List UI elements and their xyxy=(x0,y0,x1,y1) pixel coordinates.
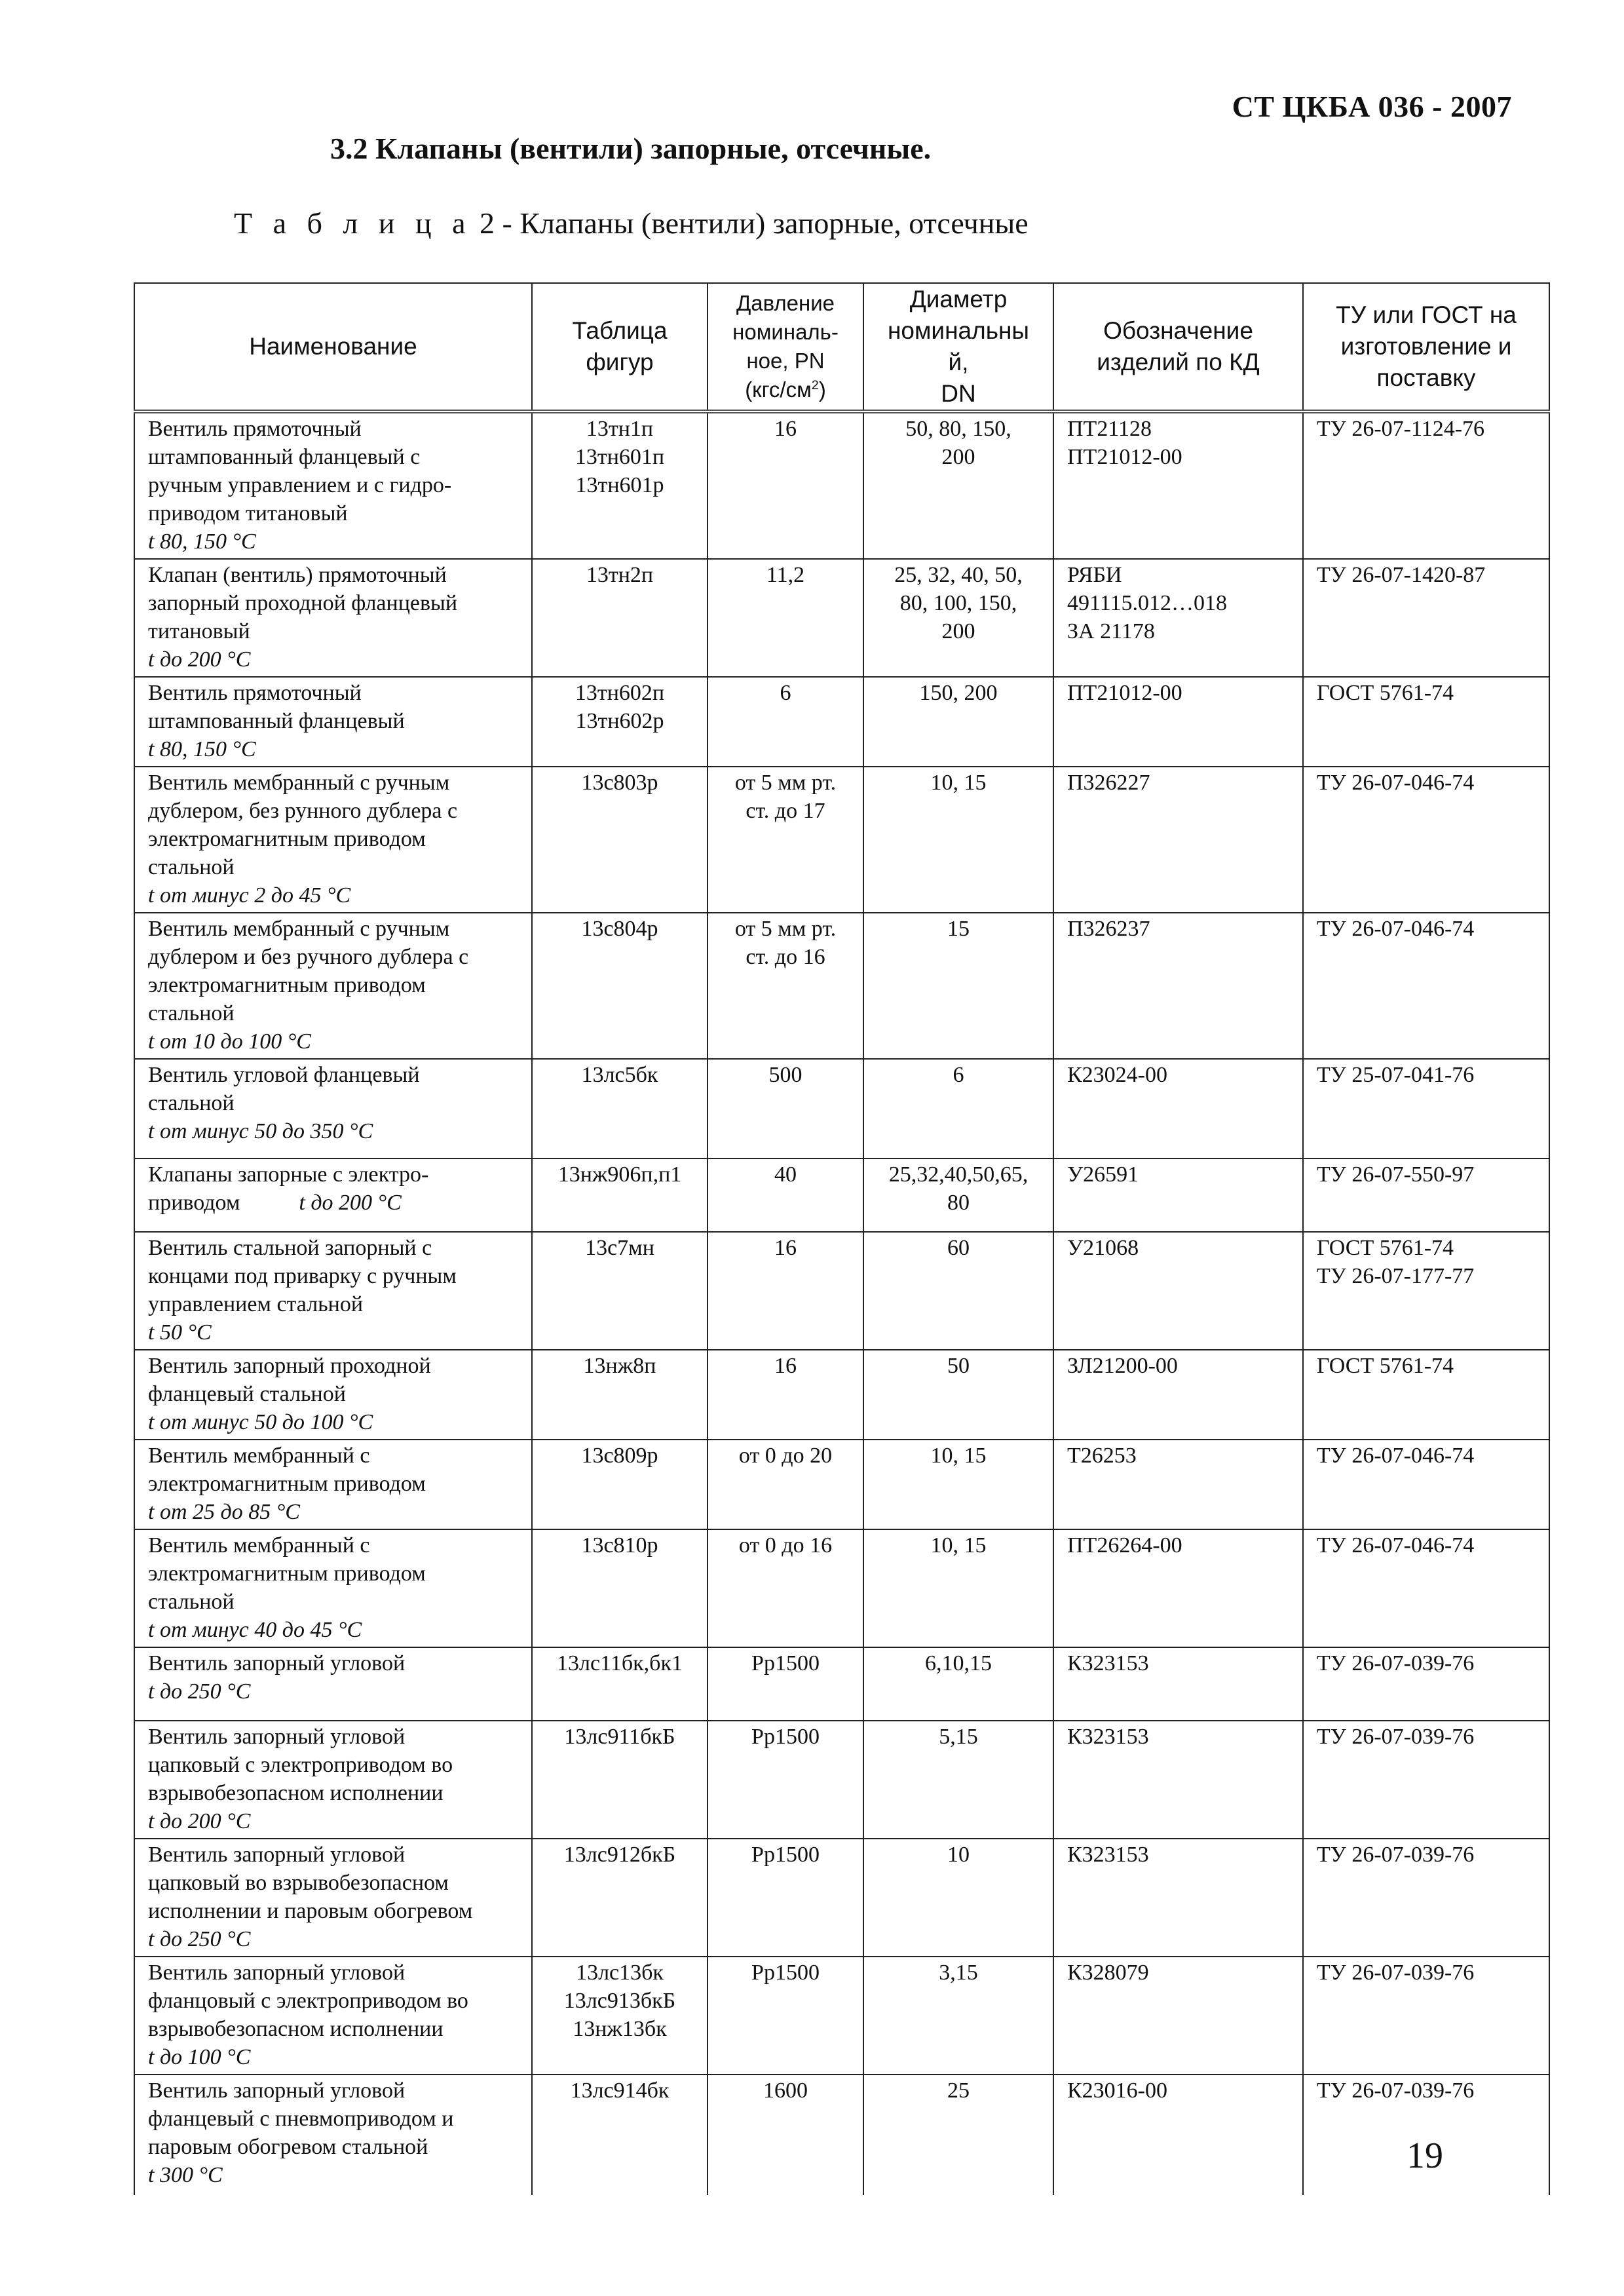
cell-figure-table xyxy=(532,2075,708,2195)
pressure-value: 16 xyxy=(774,1236,797,1260)
table-row xyxy=(134,1647,1549,1721)
temperature-range: t до 200 °С xyxy=(148,647,251,672)
pressure-value: Рр1500 xyxy=(751,1843,820,1867)
pressure-value: 500 xyxy=(768,1063,803,1087)
figure-code: 13тн602р xyxy=(575,709,664,733)
cell-standard xyxy=(1303,1440,1549,1529)
cell-figure-table xyxy=(532,1350,708,1440)
name-line: Вентиль угловой фланцевый xyxy=(148,1063,420,1087)
figure-code: 13тн601п xyxy=(575,445,665,469)
table-row xyxy=(134,677,1549,767)
cell-diameter xyxy=(863,411,1053,559)
cell-designation xyxy=(1053,1839,1303,1957)
diameter-value: 25,32,40,50,65, xyxy=(888,1162,1029,1187)
cell-standard xyxy=(1303,1158,1549,1232)
designation-code: ПТ21128 xyxy=(1067,417,1152,441)
cell-pressure xyxy=(708,1529,863,1647)
standard-code: ТУ 26-07-046-74 xyxy=(1317,1444,1475,1468)
designation-code: К323153 xyxy=(1067,1651,1149,1675)
diameter-value: 200 xyxy=(941,619,975,643)
cell-name xyxy=(134,1158,532,1232)
figure-code: 13с7мн xyxy=(585,1236,654,1260)
cell-pressure xyxy=(708,1721,863,1839)
table-body xyxy=(134,411,1549,2195)
cell-designation xyxy=(1053,1721,1303,1839)
col-header-designation: Обозначение изделий по КД xyxy=(1053,283,1303,411)
name-line: концами под приварку с ручным xyxy=(148,1264,457,1288)
pressure-value: 1600 xyxy=(763,2078,808,2103)
temperature-range: t до 200 °С xyxy=(148,1809,251,1833)
diameter-value: 6 xyxy=(953,1063,964,1087)
pressure-value: Рр1500 xyxy=(751,1651,820,1675)
cell-name xyxy=(134,2075,532,2195)
standard-code: ТУ 26-07-1420-87 xyxy=(1317,563,1486,587)
diameter-value: 50, 80, 150, xyxy=(905,417,1011,441)
diameter-value: 3,15 xyxy=(939,1961,978,1985)
standard-code: ТУ 26-07-177-77 xyxy=(1317,1264,1475,1288)
cell-diameter xyxy=(863,1647,1053,1721)
cell-name xyxy=(134,559,532,677)
pressure-value: от 0 до 20 xyxy=(738,1444,833,1468)
cell-figure-table xyxy=(532,1957,708,2075)
cell-pressure xyxy=(708,1158,863,1232)
cell-pressure xyxy=(708,1957,863,2075)
cell-designation xyxy=(1053,1957,1303,2075)
cell-pressure xyxy=(708,913,863,1059)
cell-designation xyxy=(1053,1158,1303,1232)
name-line: Вентиль мембранный с ручным xyxy=(148,771,450,795)
name-line: дублером и без ручного дублера с xyxy=(148,945,469,969)
designation-code: К323153 xyxy=(1067,1725,1149,1749)
cell-diameter xyxy=(863,1059,1053,1158)
cell-diameter xyxy=(863,559,1053,677)
cell-name xyxy=(134,1647,532,1721)
table-row xyxy=(134,1059,1549,1158)
designation-code: П326237 xyxy=(1067,917,1150,941)
standard-code: ТУ 26-07-1124-76 xyxy=(1317,417,1485,441)
cell-designation xyxy=(1053,677,1303,767)
cell-diameter xyxy=(863,1839,1053,1957)
table-row xyxy=(134,1957,1549,2075)
cell-pressure xyxy=(708,1350,863,1440)
cell-pressure xyxy=(708,677,863,767)
cell-diameter xyxy=(863,1721,1053,1839)
pressure-value: Рр1500 xyxy=(751,1725,820,1749)
section-title: 3.2 Клапаны (вентили) запорные, отсечные. xyxy=(330,132,932,165)
figure-code: 13тн601р xyxy=(575,473,664,497)
cell-standard xyxy=(1303,767,1549,913)
name-line: стальной xyxy=(148,1091,235,1115)
cell-diameter xyxy=(863,1158,1053,1232)
name-line: приводом титановый xyxy=(148,501,348,526)
cell-diameter xyxy=(863,677,1053,767)
cell-name xyxy=(134,1529,532,1647)
name-line: Вентиль запорный угловой xyxy=(148,1961,406,1985)
cell-standard xyxy=(1303,1232,1549,1350)
cell-pressure xyxy=(708,1647,863,1721)
name-line: штампованный фланцевый xyxy=(148,709,405,733)
cell-figure-table xyxy=(532,1158,708,1232)
name-line: паровым обогревом стальной xyxy=(148,2135,428,2159)
standard-code: ТУ 26-07-046-74 xyxy=(1317,771,1475,795)
figure-code: 13лс911бкБ xyxy=(564,1725,675,1749)
cell-name xyxy=(134,1957,532,2075)
name-line: цапковый с электроприводом во xyxy=(148,1753,453,1777)
diameter-value: 200 xyxy=(941,445,975,469)
pressure-value: Рр1500 xyxy=(751,1961,820,1985)
temperature-range: t от минус 2 до 45 °С xyxy=(148,883,351,908)
col-header-standard: ТУ или ГОСТ на изготовление и поставку xyxy=(1303,283,1549,411)
name-line: Вентиль запорный угловой xyxy=(148,1843,406,1867)
name-line: стальной xyxy=(148,1590,235,1614)
name-line: титановый xyxy=(148,619,250,643)
pressure-value: от 0 до 16 xyxy=(738,1533,833,1558)
temperature-range: t до 200 °С xyxy=(299,1191,402,1215)
cell-figure-table xyxy=(532,411,708,559)
cell-diameter xyxy=(863,767,1053,913)
temperature-range: t от 10 до 100 °С xyxy=(148,1029,311,1054)
cell-designation xyxy=(1053,1440,1303,1529)
cell-standard xyxy=(1303,913,1549,1059)
col-header-pressure: Давление номиналь- ное, PN $(кгс/см^2)$ xyxy=(708,283,863,411)
cell-name xyxy=(134,1839,532,1957)
temperature-range: t от минус 50 до 350 °С xyxy=(148,1119,373,1143)
pressure-value: 11,2 xyxy=(766,563,805,587)
pressure-value: от 5 мм рт. xyxy=(734,917,837,941)
table-row xyxy=(134,913,1549,1059)
figure-code: 13тн602п xyxy=(575,681,665,705)
cell-name xyxy=(134,677,532,767)
cell-figure-table xyxy=(532,1059,708,1158)
name-line: Вентиль прямоточный xyxy=(148,681,362,705)
cell-designation xyxy=(1053,1232,1303,1350)
name-line: Клапан (вентиль) прямоточный xyxy=(148,563,447,587)
cell-name xyxy=(134,1059,532,1158)
designation-code: ПТ26264-00 xyxy=(1067,1533,1182,1558)
name-line: фланцевый стальной xyxy=(148,1382,346,1406)
designation-code: К23024-00 xyxy=(1067,1063,1167,1087)
cell-name xyxy=(134,1440,532,1529)
designation-code: РЯБИ xyxy=(1067,563,1122,587)
temperature-range: t до 250 °С xyxy=(148,1927,251,1951)
cell-name xyxy=(134,1232,532,1350)
diameter-value: 6,10,15 xyxy=(925,1651,992,1675)
diameter-value: 60 xyxy=(947,1236,970,1260)
standard-code: ТУ 26-07-046-74 xyxy=(1317,1533,1475,1558)
cell-pressure xyxy=(708,767,863,913)
name-line: Клапаны запорные с электро- xyxy=(148,1162,429,1187)
name-text: приводом xyxy=(148,1191,240,1215)
name-line: Вентиль запорный проходной xyxy=(148,1354,431,1378)
col-header-diameter: Диаметр номинальны й, DN xyxy=(863,283,1053,411)
designation-code: К323153 xyxy=(1067,1843,1149,1867)
cell-designation xyxy=(1053,559,1303,677)
name-line: электромагнитным приводом xyxy=(148,1561,426,1586)
figure-code: 13с810р xyxy=(581,1533,658,1558)
cell-name xyxy=(134,1721,532,1839)
valves-table xyxy=(134,282,1550,2195)
table-row xyxy=(134,1350,1549,1440)
name-line: фланцевый с пневмоприводом и xyxy=(148,2107,454,2131)
cell-pressure xyxy=(708,1059,863,1158)
table-row xyxy=(134,1158,1549,1232)
standard-code: ТУ 26-07-046-74 xyxy=(1317,917,1475,941)
name-line: электромагнитным приводом xyxy=(148,973,426,997)
pressure-value: 16 xyxy=(774,417,797,441)
designation-code: П326227 xyxy=(1067,771,1150,795)
temperature-range: t 50 °С xyxy=(148,1320,212,1345)
temperature-range: t 80, 150 °С xyxy=(148,529,256,554)
temperature-range: t до 100 °С xyxy=(148,2045,251,2069)
designation-code: ПТ21012-00 xyxy=(1067,445,1182,469)
figure-code: 13нж906п,п1 xyxy=(557,1162,682,1187)
cell-standard xyxy=(1303,1957,1549,2075)
cell-standard xyxy=(1303,1529,1549,1647)
table-row xyxy=(134,767,1549,913)
cell-designation xyxy=(1053,767,1303,913)
temperature-range: t 80, 150 °С xyxy=(148,737,256,761)
figure-code: 13с809р xyxy=(581,1444,658,1468)
table-row xyxy=(134,1232,1549,1350)
cell-standard xyxy=(1303,1059,1549,1158)
cell-diameter xyxy=(863,1440,1053,1529)
table-caption-text: 2 - Клапаны (вентили) запорные, отсечные xyxy=(472,206,1029,240)
cell-standard xyxy=(1303,677,1549,767)
cell-diameter xyxy=(863,1350,1053,1440)
figure-code: 13лс11бк,бк1 xyxy=(557,1651,683,1675)
cell-figure-table xyxy=(532,1647,708,1721)
name-line: управлением стальной xyxy=(148,1292,364,1316)
figure-code: 13лс5бк xyxy=(581,1063,658,1087)
name-line xyxy=(148,1189,526,1217)
temperature-range: t до 250 °С xyxy=(148,1679,251,1704)
name-line: электромагнитным приводом xyxy=(148,827,426,851)
cell-standard xyxy=(1303,1721,1549,1839)
figure-code: 13с803р xyxy=(581,771,658,795)
figure-code: 13нж8п xyxy=(583,1354,656,1378)
designation-code: ЗЛ21200-00 xyxy=(1067,1354,1178,1378)
cell-designation xyxy=(1053,411,1303,559)
cell-figure-table xyxy=(532,559,708,677)
cell-figure-table xyxy=(532,1232,708,1350)
standard-code: ТУ 26-07-550-97 xyxy=(1317,1162,1475,1187)
diameter-value: 5,15 xyxy=(939,1725,978,1749)
cell-designation xyxy=(1053,2075,1303,2195)
table-header-row xyxy=(134,283,1549,411)
cell-standard xyxy=(1303,411,1549,559)
col-header-figure-table: Таблица фигур xyxy=(532,283,708,411)
name-line: фланцовый с электроприводом во xyxy=(148,1989,468,2013)
temperature-range: t от минус 40 до 45 °С xyxy=(148,1618,362,1642)
cell-figure-table xyxy=(532,677,708,767)
name-line: стальной xyxy=(148,855,235,879)
cell-figure-table xyxy=(532,913,708,1059)
standard-code: ТУ 26-07-039-76 xyxy=(1317,1961,1475,1985)
standard-code: ГОСТ 5761-74 xyxy=(1317,681,1454,705)
name-line: Вентиль мембранный с xyxy=(148,1533,370,1558)
table-row xyxy=(134,2075,1549,2195)
pressure-value: ст. до 16 xyxy=(746,945,825,969)
name-line: Вентиль мембранный с ручным xyxy=(148,917,450,941)
diameter-value: 50 xyxy=(947,1354,970,1378)
standard-code: ГОСТ 5761-74 xyxy=(1317,1354,1454,1378)
cell-pressure xyxy=(708,2075,863,2195)
name-line: ручным управлением и с гидро- xyxy=(148,473,452,497)
cell-name xyxy=(134,411,532,559)
name-line: дублером, без рунного дублера с xyxy=(148,799,458,823)
cell-standard xyxy=(1303,1839,1549,1957)
designation-code: ПТ21012-00 xyxy=(1067,681,1182,705)
cell-figure-table xyxy=(532,767,708,913)
diameter-value: 80, 100, 150, xyxy=(899,591,1017,615)
cell-pressure xyxy=(708,1232,863,1350)
name-line: электромагнитным приводом xyxy=(148,1472,426,1496)
figure-code: 13лс912бкБ xyxy=(563,1843,676,1867)
table-row xyxy=(134,1440,1549,1529)
figure-code: 13тн1п xyxy=(586,417,654,441)
standard-code: ТУ 26-07-039-76 xyxy=(1317,1843,1475,1867)
table-row xyxy=(134,411,1549,559)
table-caption xyxy=(234,206,1029,240)
cell-figure-table xyxy=(532,1440,708,1529)
table-row xyxy=(134,1839,1549,1957)
cell-designation xyxy=(1053,1350,1303,1440)
diameter-value: 10, 15 xyxy=(930,1444,987,1468)
name-line: Вентиль запорный угловой xyxy=(148,1725,406,1749)
name-line: взрывобезопасном исполнении xyxy=(148,2017,444,2041)
standard-code: ТУ 26-07-039-76 xyxy=(1317,1725,1475,1749)
name-line: стальной xyxy=(148,1001,235,1025)
table-row xyxy=(134,559,1549,677)
pressure-value: 6 xyxy=(780,681,791,705)
cell-name xyxy=(134,913,532,1059)
cell-pressure xyxy=(708,559,863,677)
name-line: Вентиль запорный угловой xyxy=(148,1651,406,1675)
document-code: СТ ЦКБА 036 - 2007 xyxy=(1232,90,1512,123)
pressure-value: 40 xyxy=(774,1162,797,1187)
cell-designation xyxy=(1053,913,1303,1059)
name-line: Вентиль прямоточный xyxy=(148,417,362,441)
diameter-value: 25 xyxy=(947,2078,970,2103)
diameter-value: 150, 200 xyxy=(919,681,998,705)
col-header-name: Наименование xyxy=(134,283,532,411)
cell-designation xyxy=(1053,1529,1303,1647)
cell-standard xyxy=(1303,1647,1549,1721)
diameter-value: 25, 32, 40, 50, xyxy=(894,563,1023,587)
cell-designation xyxy=(1053,1059,1303,1158)
table-caption-label: Т а б л и ц а xyxy=(234,206,472,240)
cell-pressure xyxy=(708,1839,863,1957)
name-line: Вентиль стальной запорный с xyxy=(148,1236,432,1260)
figure-code: 13нж13бк xyxy=(573,2017,667,2041)
standard-code: ТУ 26-07-039-76 xyxy=(1317,2078,1475,2103)
cell-diameter xyxy=(863,1232,1053,1350)
designation-code: Т26253 xyxy=(1067,1444,1137,1468)
diameter-value: 10 xyxy=(947,1843,970,1867)
name-line: Вентиль запорный угловой xyxy=(148,2078,406,2103)
name-line: исполнении и паровым обогревом xyxy=(148,1899,473,1923)
diameter-value: 80 xyxy=(947,1191,970,1215)
figure-code: 13лс914бк xyxy=(570,2078,670,2103)
cell-standard xyxy=(1303,1350,1549,1440)
cell-diameter xyxy=(863,1529,1053,1647)
name-line: запорный проходной фланцевый xyxy=(148,591,458,615)
standard-code: ТУ 25-07-041-76 xyxy=(1317,1063,1475,1087)
cell-figure-table xyxy=(532,1839,708,1957)
name-line: взрывобезопасном исполнении xyxy=(148,1781,444,1805)
cell-pressure xyxy=(708,411,863,559)
temperature-range: t от 25 до 85 °С xyxy=(148,1500,300,1524)
designation-code: У26591 xyxy=(1067,1162,1139,1187)
designation-code: ЗА 21178 xyxy=(1067,619,1155,643)
designation-code: К23016-00 xyxy=(1067,2078,1167,2103)
figure-code: 13лс13бк xyxy=(576,1961,664,1985)
table-row xyxy=(134,1529,1549,1647)
cell-designation xyxy=(1053,1647,1303,1721)
cell-diameter xyxy=(863,2075,1053,2195)
standard-code: ТУ 26-07-039-76 xyxy=(1317,1651,1475,1675)
cell-name xyxy=(134,767,532,913)
cell-pressure xyxy=(708,1440,863,1529)
diameter-value: 10, 15 xyxy=(930,771,987,795)
name-line: цапковый во взрывобезопасном xyxy=(148,1871,449,1895)
designation-code: 491115.012…018 xyxy=(1067,591,1227,615)
page-number: 19 xyxy=(1407,2135,1443,2176)
figure-code: 13тн2п xyxy=(586,563,654,587)
designation-code: К328079 xyxy=(1067,1961,1149,1985)
pressure-value: от 5 мм рт. xyxy=(734,771,837,795)
diameter-value: 10, 15 xyxy=(930,1533,987,1558)
cell-diameter xyxy=(863,913,1053,1059)
figure-code: 13лс913бкБ xyxy=(563,1989,676,2013)
cell-figure-table xyxy=(532,1529,708,1647)
table-row xyxy=(134,1721,1549,1839)
figure-code: 13с804р xyxy=(581,917,658,941)
designation-code: У21068 xyxy=(1067,1236,1139,1260)
standard-code: ГОСТ 5761-74 xyxy=(1317,1236,1454,1260)
pressure-value: 16 xyxy=(774,1354,797,1378)
name-line: штампованный фланцевый с xyxy=(148,445,421,469)
temperature-range: t от минус 50 до 100 °С xyxy=(148,1410,373,1434)
temperature-range: t 300 °С xyxy=(148,2163,223,2187)
cell-diameter xyxy=(863,1957,1053,2075)
cell-figure-table xyxy=(532,1721,708,1839)
pressure-value: ст. до 17 xyxy=(746,799,825,823)
diameter-value: 15 xyxy=(947,917,970,941)
name-line: Вентиль мембранный с xyxy=(148,1444,370,1468)
cell-standard xyxy=(1303,559,1549,677)
cell-name xyxy=(134,1350,532,1440)
